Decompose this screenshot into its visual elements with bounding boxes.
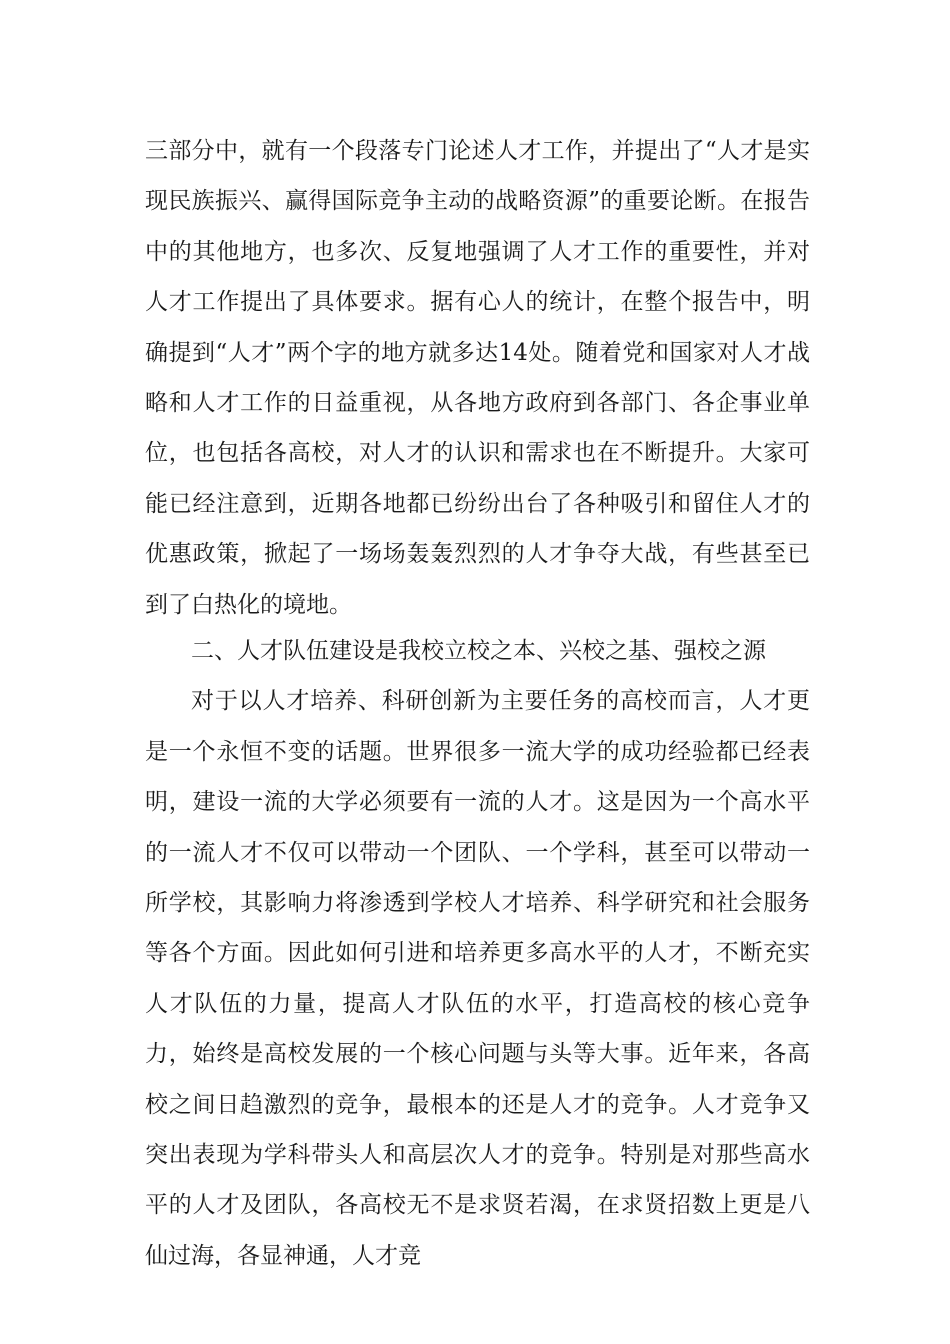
section-text-block	[145, 626, 810, 1281]
continued-paragraph: 三部分中，就有一个段落专门论述人才工作，并提出了“人才是实现民族振兴、赢得国际竞争主动的战略资源”的重要论断。在报告中的其他地方，也多次、反复地强调了人才工作的重要性，并对人才工作提出了具体要求。据有心人的统计，在整个报告中，明确提到“人才”两个字的地方就多达14处。随着党和国家对人才战略和人才工作的日益重视，从各地方政府到各部门、各企事业单位，也包括各高校，对人才的认识和需求也在不断提升。大家可能已经注意到，近期各地都已纷纷出台了各种吸引和留住人才的优惠政策，掀起了一场场轰轰烈烈的人才争夺大战，有些甚至已到了白热化的境地。	[145, 138, 810, 618]
continued-text-block	[145, 126, 810, 630]
section-paragraph: 对于以人才培养、科研创新为主要任务的高校而言，人才更是一个永恒不变的话题。世界很多一流大学的成功经验都已经表明，建设一流的大学必须要有一流的人才。这是因为一个高水平的一流人才不仅可以带动一个团队、一个学科，甚至可以带动一所学校，其影响力将渗透到学校人才培养、科学研究和社会服务等各个方面。因此如何引进和培养更多高水平的人才，不断充实人才队伍的力量，提高人才队伍的水平，打造高校的核心竞争力，始终是高校发展的一个核心问题与头等大事。近年来，各高校之间日趋激烈的竞争，最根本的还是人才的竞争。人才竞争又突出表现为学科带头人和高层次人才的竞争。特别是对那些高水平的人才及团队，各高校无不是求贤若渴，在求贤招数上更是八仙过海，各显神通，人才竞	[145, 688, 810, 1269]
section-heading: 二、人才队伍建设是我校立校之本、兴校之基、强校之源	[191, 638, 766, 664]
